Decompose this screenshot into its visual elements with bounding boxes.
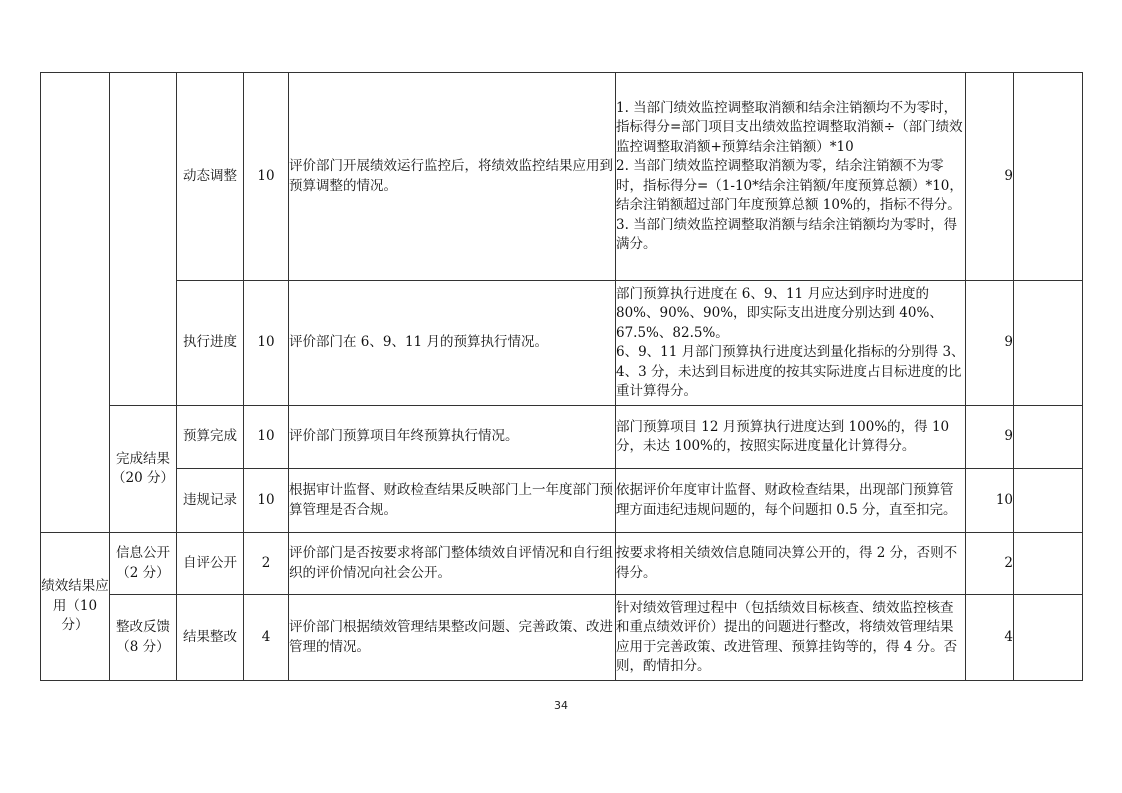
scoring-rule bbox=[616, 533, 966, 595]
indicator-description: 评价部门开展绩效运行监控后，将绩效监控结果应用到预算调整的情况。 bbox=[289, 73, 616, 281]
group-cell-continued bbox=[110, 73, 177, 406]
scoring-rule-line: 按要求将相关绩效信息随同决算公开的，得 2 分，否则不得分。 bbox=[616, 545, 958, 581]
indicator-score: 2 bbox=[966, 533, 1014, 595]
indicator-name: 违规记录 bbox=[177, 469, 244, 533]
page-number: 34 bbox=[554, 699, 568, 712]
indicator-name: 执行进度 bbox=[177, 281, 244, 406]
group-cell: 整改反馈（8 分） bbox=[110, 595, 177, 681]
scoring-rule bbox=[616, 281, 966, 406]
scoring-rule-line: 2. 当部门绩效监控调整取消额为零，结余注销额不为零时，指标得分=（1-10*结余注销额/年度预算总额）*10，结余注销额超过部门年度预算总额 10%的，指标不得分。 bbox=[616, 158, 963, 213]
remark-cell bbox=[1014, 533, 1083, 595]
table-row bbox=[41, 533, 1083, 595]
indicator-score: 9 bbox=[966, 281, 1014, 406]
table-row bbox=[41, 73, 1083, 281]
scoring-rule-line: 6、9、11 月部门预算执行进度达到量化指标的分别得 3、4、3 分，未达到目标进度的按其实际进度占目标进度的比重计算得分。 bbox=[616, 344, 965, 399]
indicator-description: 评价部门在 6、9、11 月的预算执行情况。 bbox=[289, 281, 616, 406]
remark-cell bbox=[1014, 281, 1083, 406]
indicator-weight: 10 bbox=[244, 73, 289, 281]
table-row bbox=[41, 281, 1083, 406]
scoring-rule bbox=[616, 406, 966, 469]
indicator-score: 10 bbox=[966, 469, 1014, 533]
indicator-weight: 10 bbox=[244, 469, 289, 533]
scoring-rule-line: 部门预算项目 12 月预算执行进度达到 100%的，得 10 分，未达 100%的，按照实际进度量化计算得分。 bbox=[616, 418, 950, 454]
remark-cell bbox=[1014, 595, 1083, 681]
group-cell: 信息公开（2 分） bbox=[110, 533, 177, 595]
indicator-description: 评价部门根据绩效管理结果整改问题、完善政策、改进管理的情况。 bbox=[289, 595, 616, 681]
indicator-weight: 10 bbox=[244, 281, 289, 406]
scoring-rule-line: 依据评价年度审计监督、财政检查结果，出现部门预算管理方面违纪违规问题的，每个问题扣 0.5 分，直至扣完。 bbox=[616, 482, 957, 518]
table-row bbox=[41, 406, 1083, 469]
scoring-rule-line: 3. 当部门绩效监控调整取消额与结余注销额均为零时，得满分。 bbox=[616, 216, 958, 252]
table-row bbox=[41, 469, 1083, 533]
category-cell-continued bbox=[41, 73, 110, 533]
remark-cell bbox=[1014, 406, 1083, 469]
indicator-name: 动态调整 bbox=[177, 73, 244, 281]
indicator-weight: 4 bbox=[244, 595, 289, 681]
scoring-rule bbox=[616, 595, 966, 681]
scoring-rule-line: 1. 当部门绩效监控调整取消额和结余注销额均不为零时，指标得分=部门项目支出绩效监控调整取消额÷（部门绩效监控调整取消额+预算结余注销额）*10 bbox=[616, 99, 963, 155]
indicator-description: 评价部门是否按要求将部门整体绩效自评情况和自行组织的评价情况向社会公开。 bbox=[289, 533, 616, 595]
indicator-score: 4 bbox=[966, 595, 1014, 681]
scoring-rule-line: 针对绩效管理过程中（包括绩效目标核查、绩效监控核查和重点绩效评价）提出的问题进行整改，将绩效管理结果应用于完善政策、改进管理、预算挂钩等的，得 4 分。否则，酌情扣分。 bbox=[616, 599, 958, 674]
scoring-rule bbox=[616, 469, 966, 533]
group-cell: 完成结果（20 分） bbox=[110, 406, 177, 533]
remark-cell bbox=[1014, 469, 1083, 533]
indicator-name: 自评公开 bbox=[177, 533, 244, 595]
table-row bbox=[41, 595, 1083, 681]
evaluation-table bbox=[40, 72, 1083, 681]
indicator-score: 9 bbox=[966, 406, 1014, 469]
scoring-rule bbox=[616, 73, 966, 281]
indicator-description: 评价部门预算项目年终预算执行情况。 bbox=[289, 406, 616, 469]
scoring-rule-line: 部门预算执行进度在 6、9、11 月应达到序时进度的 80%、90%、90%，即实际支出进度分别达到 40%、67.5%、82.5%。 bbox=[616, 285, 943, 341]
indicator-description: 根据审计监督、财政检查结果反映部门上一年度部门预算管理是否合规。 bbox=[289, 469, 616, 533]
indicator-score: 9 bbox=[966, 73, 1014, 281]
indicator-name: 预算完成 bbox=[177, 406, 244, 469]
category-cell: 绩效结果应用（10 分） bbox=[41, 533, 110, 681]
indicator-name: 结果整改 bbox=[177, 595, 244, 681]
indicator-weight: 10 bbox=[244, 406, 289, 469]
indicator-weight: 2 bbox=[244, 533, 289, 595]
remark-cell bbox=[1014, 73, 1083, 281]
